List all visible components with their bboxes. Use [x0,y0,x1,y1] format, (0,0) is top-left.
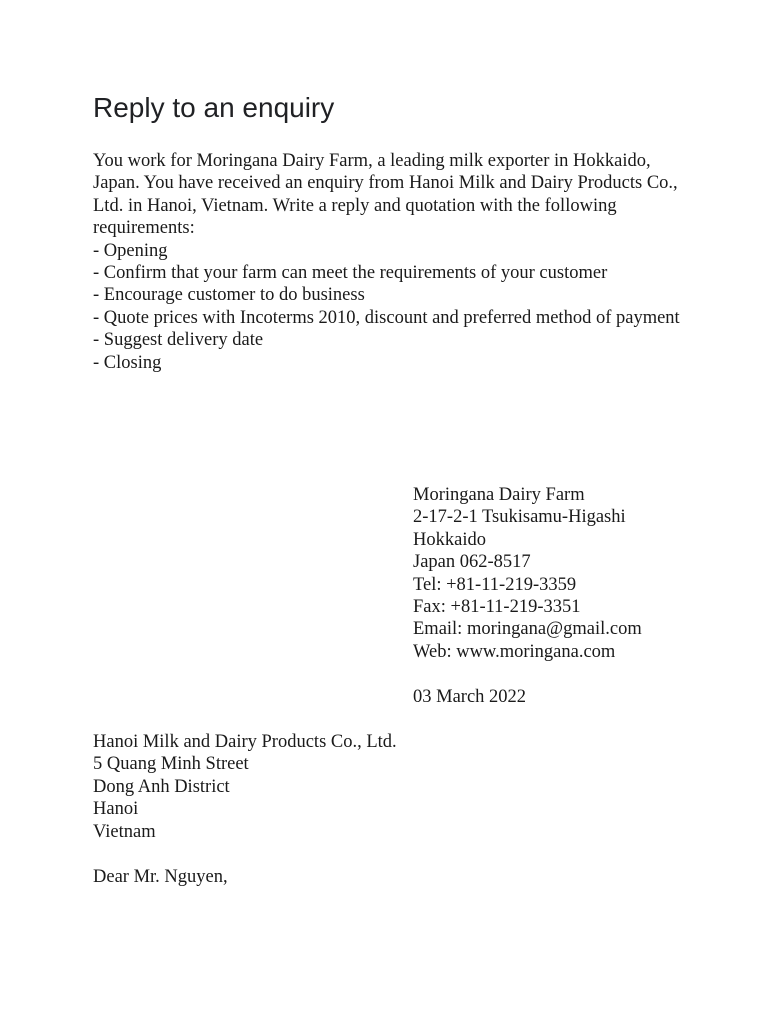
requirements-list [93,240,683,374]
letter-date: 03 March 2022 [413,687,527,707]
requirement-encourage: - Encourage customer to do business [93,285,365,306]
recipient-country: Vietnam [93,821,156,842]
sender-tel: Tel: +81-11-219-3359 [413,574,577,595]
recipient-district: Dong Anh District [93,776,230,797]
requirement-opening: - Opening [93,240,168,261]
task-description [93,150,683,374]
sender-street: 2-17-2-1 Tsukisamu-Higashi [413,507,626,528]
sender-address [413,484,743,663]
recipient-company: Hanoi Milk and Dairy Products Co., Ltd. [93,732,397,752]
recipient-city: Hanoi [93,799,139,820]
requirement-closing: - Closing [93,352,162,373]
requirement-delivery: - Suggest delivery date [93,330,264,351]
sender-email: Email: moringana@gmail.com [413,619,642,640]
sender-web: Web: www.moringana.com [413,641,616,662]
requirement-confirm: - Confirm that your farm can meet the requirements of your customer [93,263,608,284]
task-intro: You work for Moringana Dairy Farm, a leading milk exporter in Hokkaido, Japan. You have received an enquiry from Hanoi Milk and Dairy Products Co., Ltd. in Hanoi, Vietnam. Write a reply and quotation with the following requirements: [93,151,678,239]
sender-name: Moringana Dairy Farm [413,485,585,505]
sender-fax: Fax: +81-11-219-3351 [413,597,581,618]
recipient-street: 5 Quang Minh Street [93,754,249,775]
requirement-quote: - Quote prices with Incoterms 2010, discount and preferred method of payment [93,307,680,328]
page-title: Reply to an enquiry [93,92,335,123]
sender-country-postcode: Japan 062-8517 [413,552,531,573]
sender-region: Hokkaido [413,529,486,550]
salutation: Dear Mr. Nguyen, [93,867,228,887]
recipient-address [93,731,513,843]
